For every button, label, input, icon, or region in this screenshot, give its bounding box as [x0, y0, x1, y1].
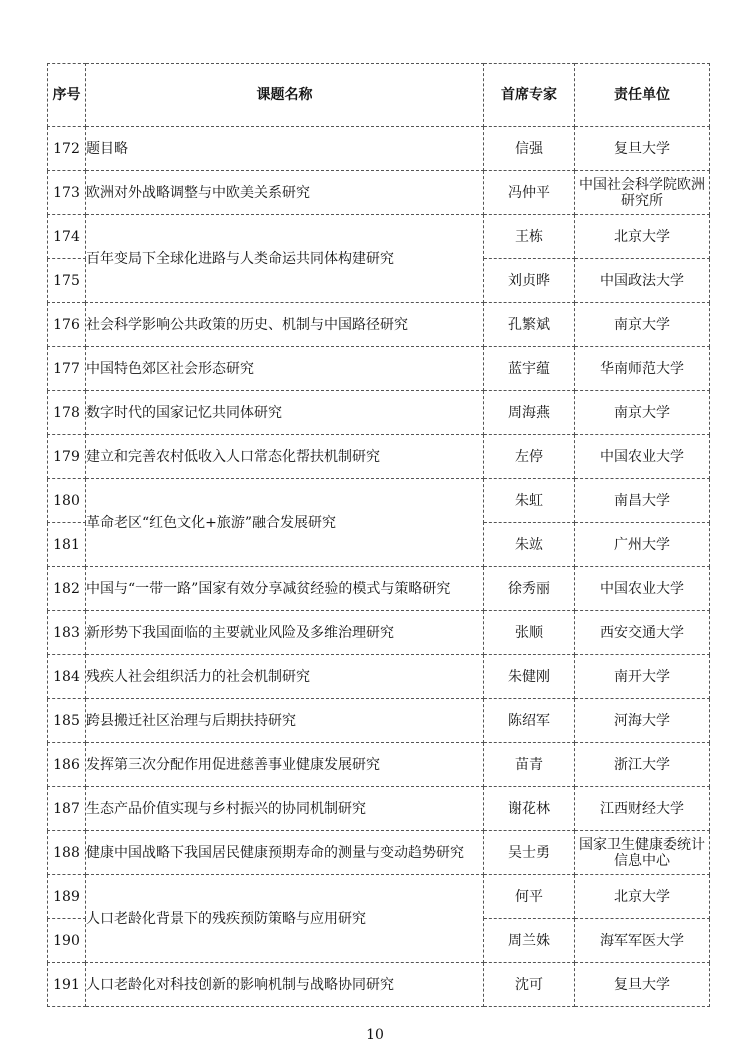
row-expert: 沈可	[484, 963, 575, 1007]
row-expert: 朱竑	[484, 523, 575, 567]
row-num: 183	[48, 611, 86, 655]
row-title: 百年变局下全球化进路与人类命运共同体构建研究	[86, 215, 484, 303]
row-title: 建立和完善农村低收入人口常态化帮扶机制研究	[86, 435, 484, 479]
row-unit: 南京大学	[575, 303, 710, 347]
row-title: 生态产品价值实现与乡村振兴的协同机制研究	[86, 787, 484, 831]
table-row	[48, 875, 710, 919]
row-title: 人口老龄化对科技创新的影响机制与战略协同研究	[86, 963, 484, 1007]
row-expert: 苗青	[484, 743, 575, 787]
row-num: 181	[48, 523, 86, 567]
header-expert: 首席专家	[484, 64, 575, 127]
row-expert: 何平	[484, 875, 575, 919]
row-unit: 江西财经大学	[575, 787, 710, 831]
row-num: 182	[48, 567, 86, 611]
row-num: 191	[48, 963, 86, 1007]
row-expert: 陈绍军	[484, 699, 575, 743]
row-title: 跨县搬迁社区治理与后期扶持研究	[86, 699, 484, 743]
table-row	[48, 171, 710, 215]
row-unit: 南京大学	[575, 391, 710, 435]
row-title: 社会科学影响公共政策的历史、机制与中国路径研究	[86, 303, 484, 347]
row-unit: 复旦大学	[575, 963, 710, 1007]
row-expert: 徐秀丽	[484, 567, 575, 611]
row-unit: 西安交通大学	[575, 611, 710, 655]
row-expert: 刘贞晔	[484, 259, 575, 303]
row-expert: 蓝宇蕴	[484, 347, 575, 391]
row-num: 175	[48, 259, 86, 303]
row-expert: 信强	[484, 127, 575, 171]
row-title: 数字时代的国家记忆共同体研究	[86, 391, 484, 435]
row-num: 173	[48, 171, 86, 215]
table-row	[48, 479, 710, 523]
row-num: 188	[48, 831, 86, 875]
row-unit: 中国社会科学院欧洲研究所	[575, 171, 710, 215]
table-row	[48, 787, 710, 831]
row-unit: 南昌大学	[575, 479, 710, 523]
row-expert: 谢花林	[484, 787, 575, 831]
row-unit: 广州大学	[575, 523, 710, 567]
table-row	[48, 699, 710, 743]
row-expert: 吴士勇	[484, 831, 575, 875]
row-num: 184	[48, 655, 86, 699]
project-table	[47, 63, 710, 1007]
table-row	[48, 127, 710, 171]
row-expert: 周兰姝	[484, 919, 575, 963]
row-num: 172	[48, 127, 86, 171]
row-unit: 浙江大学	[575, 743, 710, 787]
table-header-row	[48, 64, 710, 127]
table-row	[48, 743, 710, 787]
table-row	[48, 611, 710, 655]
table-row	[48, 435, 710, 479]
table-row	[48, 963, 710, 1007]
row-title: 中国与“一带一路”国家有效分享减贫经验的模式与策略研究	[86, 567, 484, 611]
row-num: 190	[48, 919, 86, 963]
row-num: 179	[48, 435, 86, 479]
row-title: 题目略	[86, 127, 484, 171]
row-num: 178	[48, 391, 86, 435]
row-num: 187	[48, 787, 86, 831]
table-row	[48, 303, 710, 347]
table-row	[48, 567, 710, 611]
table-row	[48, 391, 710, 435]
row-expert: 张顺	[484, 611, 575, 655]
row-unit: 中国政法大学	[575, 259, 710, 303]
row-title: 新形势下我国面临的主要就业风险及多维治理研究	[86, 611, 484, 655]
row-expert: 左停	[484, 435, 575, 479]
row-unit: 南开大学	[575, 655, 710, 699]
table-row	[48, 215, 710, 259]
row-expert: 王栋	[484, 215, 575, 259]
row-unit: 复旦大学	[575, 127, 710, 171]
row-unit: 河海大学	[575, 699, 710, 743]
row-num: 174	[48, 215, 86, 259]
table-row	[48, 347, 710, 391]
row-title: 欧洲对外战略调整与中欧美关系研究	[86, 171, 484, 215]
page-number: 10	[366, 1027, 384, 1043]
row-num: 177	[48, 347, 86, 391]
row-expert: 朱虹	[484, 479, 575, 523]
row-num: 176	[48, 303, 86, 347]
row-num: 185	[48, 699, 86, 743]
header-unit: 责任单位	[575, 64, 710, 127]
row-title: 革命老区“红色文化+旅游”融合发展研究	[86, 479, 484, 567]
row-unit: 海军军医大学	[575, 919, 710, 963]
row-expert: 朱健刚	[484, 655, 575, 699]
row-num: 180	[48, 479, 86, 523]
header-num: 序号	[48, 64, 86, 127]
row-expert: 冯仲平	[484, 171, 575, 215]
table-row	[48, 655, 710, 699]
row-unit: 北京大学	[575, 875, 710, 919]
row-num: 189	[48, 875, 86, 919]
row-unit: 华南师范大学	[575, 347, 710, 391]
row-expert: 孔繁斌	[484, 303, 575, 347]
row-unit: 中国农业大学	[575, 435, 710, 479]
row-unit: 北京大学	[575, 215, 710, 259]
table-row	[48, 831, 710, 875]
header-title: 课题名称	[86, 64, 484, 127]
row-unit: 中国农业大学	[575, 567, 710, 611]
row-num: 186	[48, 743, 86, 787]
row-title: 残疾人社会组织活力的社会机制研究	[86, 655, 484, 699]
row-expert: 周海燕	[484, 391, 575, 435]
row-title: 健康中国战略下我国居民健康预期寿命的测量与变动趋势研究	[86, 831, 484, 875]
row-title: 发挥第三次分配作用促进慈善事业健康发展研究	[86, 743, 484, 787]
row-title: 人口老龄化背景下的残疾预防策略与应用研究	[86, 875, 484, 963]
row-unit: 国家卫生健康委统计信息中心	[575, 831, 710, 875]
row-title: 中国特色郊区社会形态研究	[86, 347, 484, 391]
